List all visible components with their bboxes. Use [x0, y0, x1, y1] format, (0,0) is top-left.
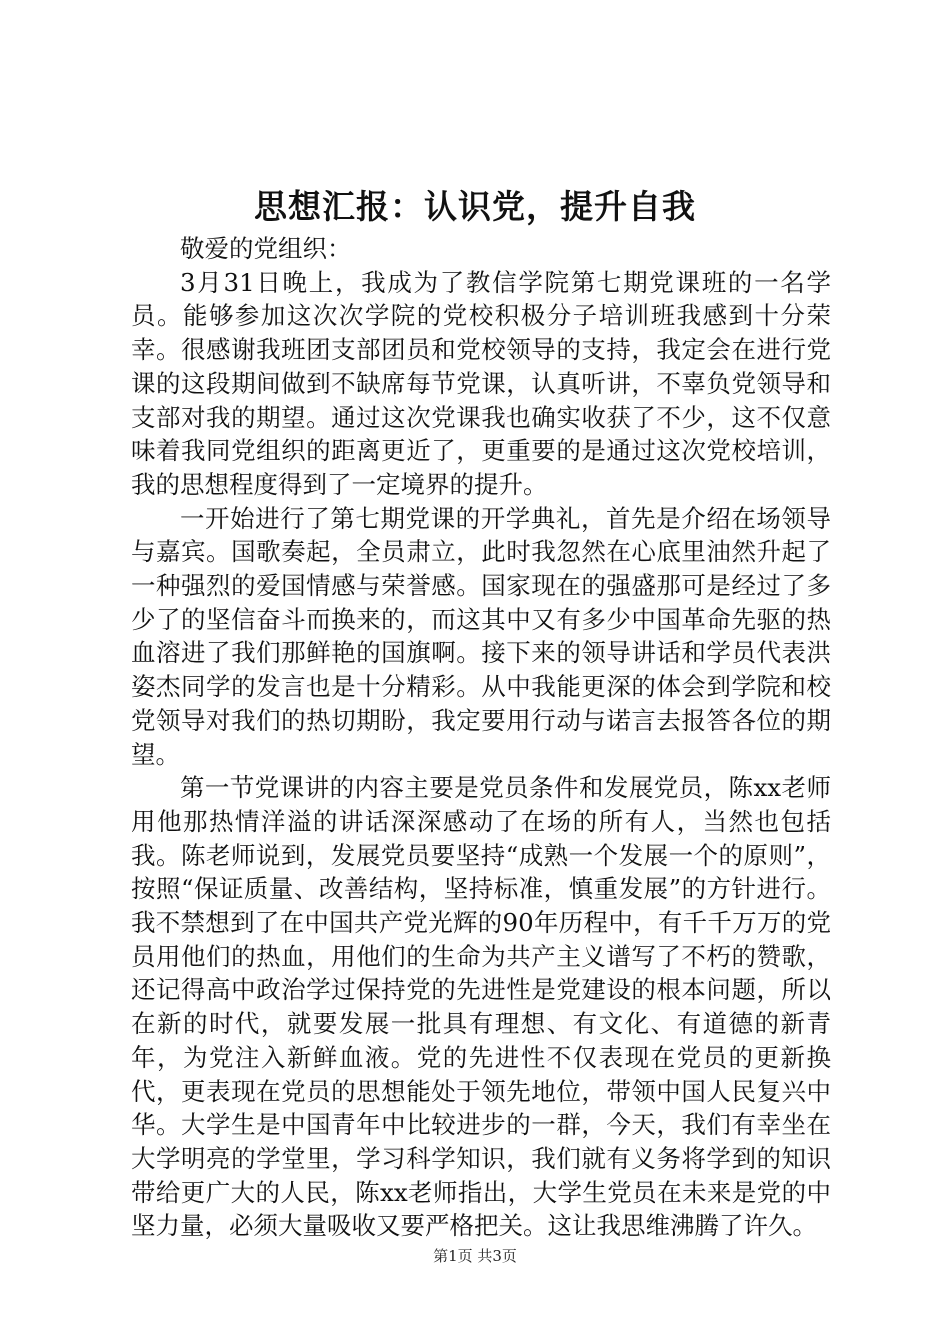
document-title: 思想汇报：认识党，提升自我 — [254, 187, 696, 226]
paragraph-1: 3月31日晚上，我成为了教信学院第七期党课班的一名学员。能够参加这次次学院的党校积极分子培训班我感到十分荣幸。很感谢我班团支部团员和党校领导的支持，我定会在进行党课的这段期间做到不缺席每节党课，认真听讲，不辜负党领导和支部对我的期望。通过这次党课我也确实收获了不少，这不仅意味着我同党组织的距离更近了，更重要的是通过这次党校培训，我的思想程度得到了一定境界的提升。 — [131, 267, 831, 499]
document-body — [131, 232, 831, 1243]
paragraph-2: 一开始进行了第七期党课的开学典礼，首先是介绍在场领导与嘉宾。国歌奏起，全员肃立，此时我忽然在心底里油然升起了一种强烈的爱国情感与荣誉感。国家现在的强盛那可是经过了多少了的坚信奋斗而换来的，而这其中又有多少中国革命先驱的热血溶进了我们那鲜艳的国旗啊。接下来的领导讲话和学员代表洪姿杰同学的发言也是十分精彩。从中我能更深的体会到学院和校党领导对我们的热切期盼，我定要用行动与诺言去报答各位的期望。 — [131, 503, 831, 769]
salutation: 敬爱的党组织： — [180, 234, 352, 263]
paragraph-3: 第一节党课讲的内容主要是党员条件和发展党员，陈xx老师用他那热情洋溢的讲话深深感动了在场的所有人，当然也包括我。陈老师说到，发展党员要坚持“成熟一个发展一个的原则”，按照“保证质量、改善结构，坚持标准，慎重发展”的方针进行。我不禁想到了在中国共产党光辉的90年历程中，有千千万万的党员用他们的热血，用他们的生命为共产主义谱写了不朽的赞歌，还记得高中政治学过保持党的先进性是党建设的根本问题，所以在新的时代，就要发展一批具有理想、有文化、有道德的新青年，为党注入新鲜血液。党的先进性不仅表现在党员的更新换代，更表现在党员的思想能处于领先地位，带领中国人民复兴中华。大学生是中国青年中比较进步的一群，今天，我们有幸坐在大学明亮的学堂里，学习科学知识，我们就有义务将学到的知识带给更广大的人民，陈xx老师指出，大学生党员在未来是党的中坚力量，必须大量吸收又要严格把关。这让我思维沸腾了许久。 — [131, 773, 831, 1241]
page-number-footer: 第1页 共3页 — [433, 1247, 517, 1265]
